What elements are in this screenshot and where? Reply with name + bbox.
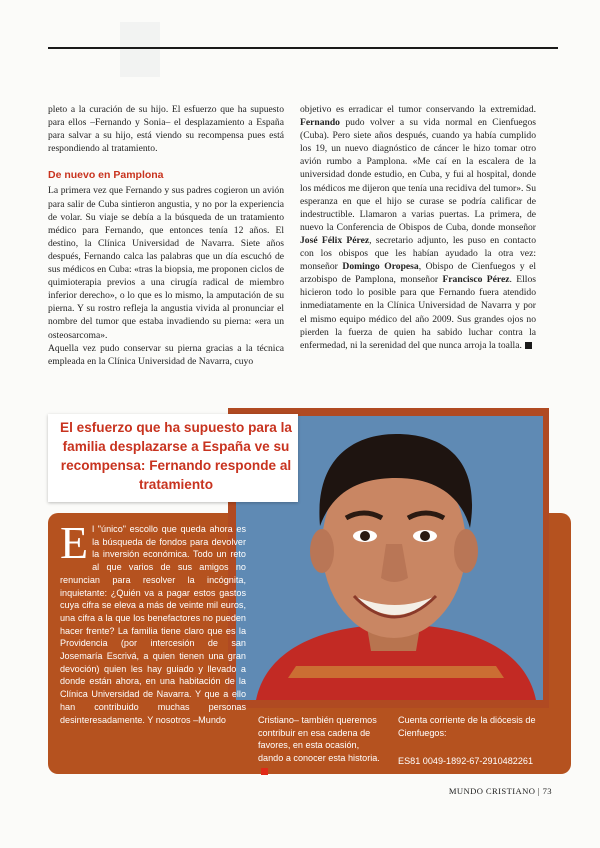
fundraising-text [60,517,246,726]
account-number: ES81 0049-1892-67-2910482261 [398,756,534,766]
person-name: José Félix Pérez [300,234,370,246]
text-span: pudo volver a su vida normal en Cienfuegos (Cuba). Pero siete años después, cuando ya había cumplido los 19, un nuevo diagnóstico de cáncer le hizo tomar otro avión rumbo a Pamplona. «Me caí en la escalera de la universidad donde estudio, en Cuba, y fui al hospital, donde los médicos me dijeron que tenía una recidiva del tumor». Su esperanza en que el hijo se curase se podría calificar de indestructible. Llamaron a varias puertas. La primera, de nuevo la Conferencia de Obispos de Cuba, donde monseñor [300,117,536,233]
text-span: , Obispo de Cienfuegos y el arzobispo de Pamplona, monseñor [300,261,536,286]
end-of-article-mark [525,342,532,349]
paragraph [300,103,536,352]
person-name: Francisco Pérez [442,274,510,286]
end-of-box-mark [261,768,268,775]
page-footer [449,786,552,796]
person-name: Domingo Oropesa [342,261,419,273]
paragraph: Aquella vez pudo conservar su pierna gracias a la técnica empleada en la Clínica Universidad de Navarra, cuyo [48,342,284,367]
text-span: objetivo es erradicar el tumor conservando la extremidad. [300,104,536,115]
page-number: 73 [542,786,552,796]
footer-separator: | [537,786,541,796]
paragraph: La primera vez que Fernando y sus padres cogieron un avión para salir de Cuba sintieron angustia, y no por la experiencia de volar. Su viaje se debía a la búsqueda de un tratamiento médico para Fernando, que entonces tenía 12 años. El destino, la Clínica Universidad de Navarra. Siete años después, Fernando calca las palabras que un día escuchó de sus médicos en Cuba: «tras la biopsia, me proponen ciclos de quimioterapia previos a una cirugía radical de miembro inferior derecho», o lo que es lo mismo, la amputación de su pierna. Y su rostro refleja la angustia vivida al pronunciar el nombre del tumor que estaba invadiendo su pierna: «era un osteosarcoma». [48,185,284,341]
paragraph: l "único" escollo que queda ahora es la búsqueda de fondos para devolver la inversión económica. Todo un reto al que varios de sus amigos no renuncian para resolver la incógnita, inquietante: ¿Quién va a pagar estos gastos cuya cifra se eleva a más de veinte mil euros, una cifra a la que los benefactores no pueden hacer frente? La familia tiene claro que es la Providencia (por intercesión de san Josemaría Escrivá, a quien tienen una gran devoción) quien les hay guiado y llevado a donde están ahora, en una habitación de la Clínica Universidad de Navarra. Y que a ello han contribuido muchas personas desinteresadamente. Y nosotros –Mundo [60,524,246,725]
section-subhead: De nuevo en Pamplona [48,169,164,182]
drop-cap: E [60,517,89,568]
text-span: . Ellos hicieron todo lo posible para que Fernando fuera atendido inmediatamente en la Clínica Universidad de Navarra y por el mismo equipo médico del año 2009. Sus grandes ojos no pierden la fuerza de quien ha sabido luchar contra la enfermedad, ni la serenidad del que nunca arroja la toalla. [300,274,536,351]
background-ghost-image [120,22,160,77]
text-span: Cristiano– también queremos contribuir en esa cadena de favores, en esta ocasión, dando a conocer esta historia. [258,715,380,764]
person-name: Fernando [300,117,340,129]
pull-quote: El esfuerzo que ha supuesto para la familia desplazarse a España ve su recompensa: Fernando responde al tratamiento [60,420,292,492]
magazine-name: MUNDO CRISTIANO [448,786,536,796]
article-column-right [300,103,536,352]
text-span: , secretario adjunto, les puso en contacto con los obispos que les habían ayudado la otra vez: monseñor [300,234,536,273]
account-label: Cuenta corriente de la diócesis de Cienfuegos: [398,715,536,738]
top-rule [48,47,558,49]
article-column-left [48,103,284,368]
fundraising-text-continued [258,714,386,778]
paragraph: pleto a la curación de su hijo. El esfuerzo que ha supuesto para ellos –Fernando y Sonia– el desplazamiento a España para salvar a su hijo, está viendo su recompensa pues está respondiendo al tratamiento. [48,104,284,155]
